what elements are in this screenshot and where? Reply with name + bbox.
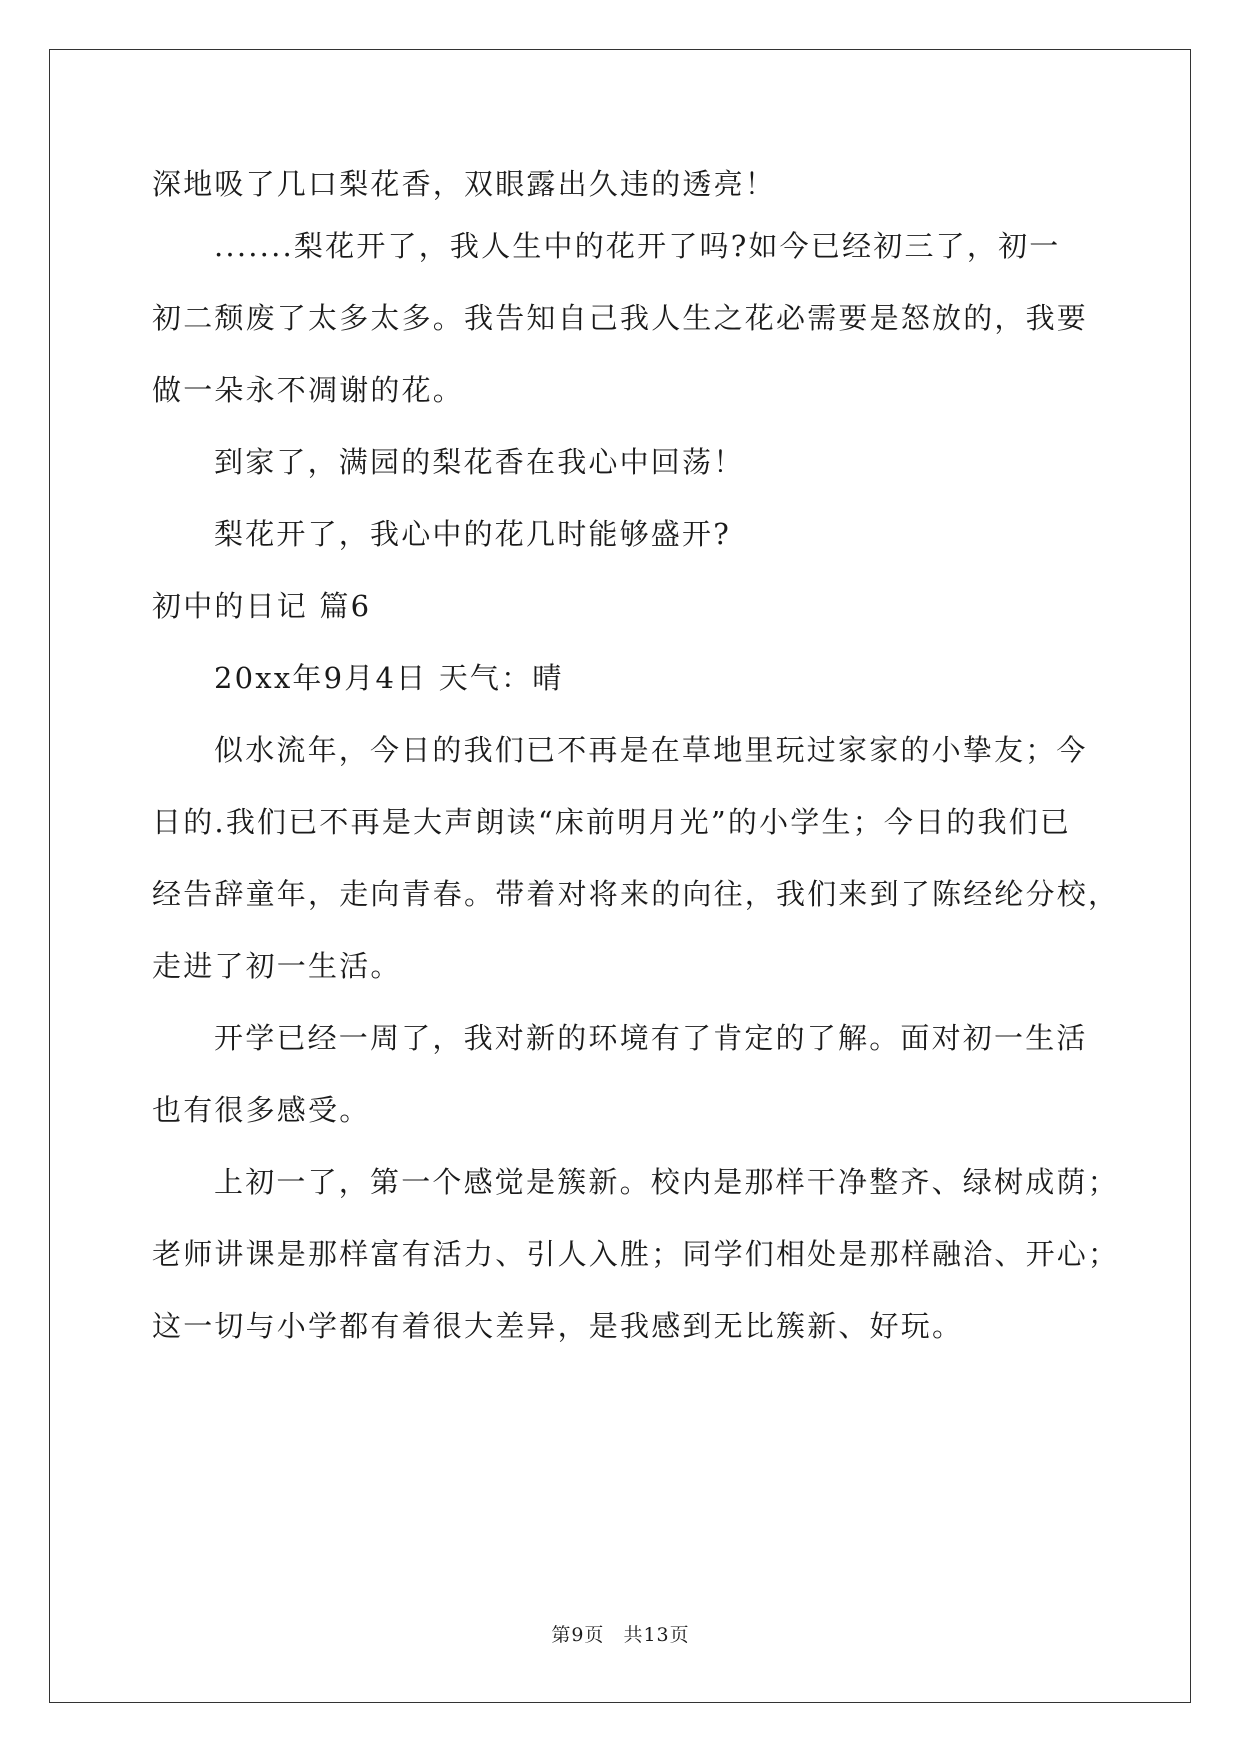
paragraph-line: 经告辞童年，走向青春。带着对将来的向往，我们来到了陈经纶分校， (152, 877, 1120, 911)
paragraph-line: 初二颓废了太多太多。我告知自己我人生之花必需要是怒放的，我要 (152, 301, 1089, 335)
paragraph-line: 也有很多感受。 (152, 1093, 371, 1127)
paragraph-line: 这一切与小学都有着很大差异，是我感到无比簇新、好玩。 (152, 1309, 964, 1343)
paragraph-line: 开学已经一周了，我对新的环境有了肯定的了解。面对初一生活 (214, 1021, 1088, 1055)
paragraph-line: 似水流年，今日的我们已不再是在草地里玩过家家的小挚友；今 (214, 733, 1088, 767)
page-total: 共13页 (623, 1624, 690, 1646)
paragraph-line: .......梨花开了，我人生中的花开了吗?如今已经初三了，初一 (214, 229, 1061, 263)
paragraph-line: 老师讲课是那样富有活力、引人入胜；同学们相处是那样融洽、开心； (152, 1237, 1120, 1271)
date-weather-line: 20xx年9月4日 天气：晴 (214, 661, 564, 695)
section-heading: 初中的日记 篇6 (152, 589, 372, 623)
paragraph-line: 到家了，满园的梨花香在我心中回荡！ (214, 445, 745, 479)
paragraph-line: 梨花开了，我心中的花几时能够盛开? (214, 517, 731, 551)
paragraph-line: 日的.我们已不再是大声朗读“床前明月光”的小学生；今日的我们已 (152, 805, 1072, 839)
page-footer (0, 1620, 1241, 1647)
paragraph-line: 上初一了，第一个感觉是簇新。校内是那样干净整齐、绿树成荫； (214, 1165, 1119, 1199)
paragraph-line: 走进了初一生活。 (152, 949, 402, 983)
paragraph-line: 深地吸了几口梨花香，双眼露出久违的透亮！ (152, 167, 777, 201)
page-number: 第9页 (551, 1624, 605, 1646)
paragraph-line: 做一朵永不凋谢的花。 (152, 373, 465, 407)
